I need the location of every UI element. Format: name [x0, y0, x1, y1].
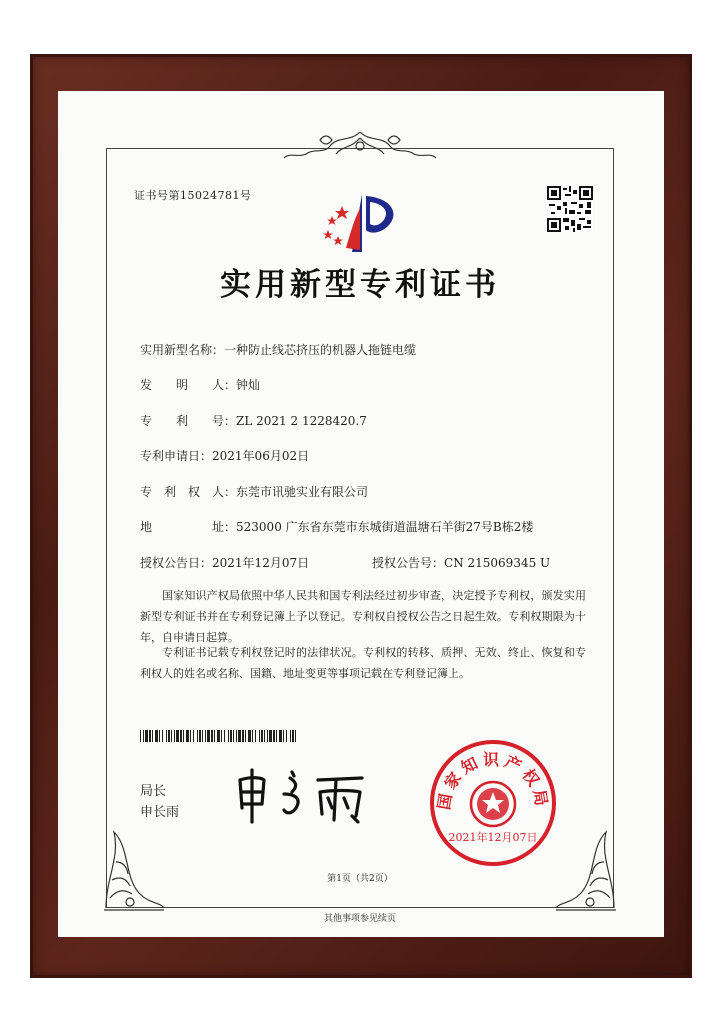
patent-number-row [140, 412, 367, 429]
grant-date-row [140, 554, 309, 571]
barcode [140, 730, 300, 742]
address-label: 地 址： [140, 520, 237, 534]
inventor-row [140, 376, 260, 393]
official-seal [428, 738, 558, 868]
patent-number-label: 专 利 号： [140, 414, 237, 428]
filing-date-label: 专利申请日： [140, 449, 213, 463]
cnipa-logo-icon [316, 190, 408, 256]
inventor-label: 发 明 人： [140, 378, 237, 392]
grant-statement-paragraph: 国家知识产权局依照中华人民共和国专利法经过初步审查，决定授予专利权，颁发实用新型专利证书并在专利登记簿上予以登记。专利权自授权公告之日起生效。专利权期限为十年，自申请日起算。 [140, 589, 586, 644]
seal-text: 国家知识产权局 [434, 750, 552, 812]
name-label: 实用新型名称： [140, 343, 225, 357]
grant-number-label: 授权公告号： [372, 556, 445, 570]
corner-ornament-left [100, 818, 168, 914]
handwritten-signature [232, 764, 382, 828]
continuation-note: 其他事项参见续页 [323, 914, 396, 924]
grant-number-row [372, 554, 550, 571]
filing-date-row [140, 447, 309, 464]
corner-ornament-right [552, 818, 620, 914]
page-indicator: 第1页（共2页） [327, 874, 393, 884]
patent-number-value: ZL 2021 2 1228420.7 [236, 414, 367, 428]
grant-date-value: 2021年12月07日 [212, 556, 310, 570]
director-title: 局长 [140, 784, 167, 799]
certificate-title: 实用新型专利证书 [220, 267, 500, 303]
director-name: 申长雨 [140, 805, 180, 820]
patent-holder-row [140, 483, 368, 500]
address-row [140, 518, 533, 535]
filing-date-value: 2021年06月02日 [212, 449, 310, 463]
grant-date-label: 授权公告日： [140, 556, 213, 570]
utility-model-name-row [140, 341, 416, 358]
top-ornament [280, 128, 440, 164]
legal-status-paragraph: 专利证书记载专利权登记时的法律状况。专利权的转移、质押、无效、终止、恢复和专利权人的姓名或名称、国籍、地址变更等事项记载在专利登记簿上。 [140, 646, 586, 680]
inventor-value: 钟灿 [236, 378, 261, 392]
certificate-number: 证书号第15024781号 [134, 189, 252, 202]
name-value: 一种防止线芯挤压的机器人拖链电缆 [224, 343, 417, 357]
patent-holder-label: 专 利 权 人： [140, 485, 237, 499]
patent-holder-value: 东莞市讯驰实业有限公司 [236, 485, 369, 499]
address-value: 523000 广东省东莞市东城街道温塘石羊街27号B栋2楼 [236, 520, 534, 534]
grant-number-value: CN 215069345 U [444, 556, 551, 570]
seal-date: 2021年12月07日 [448, 831, 538, 844]
qr-code [547, 186, 593, 232]
